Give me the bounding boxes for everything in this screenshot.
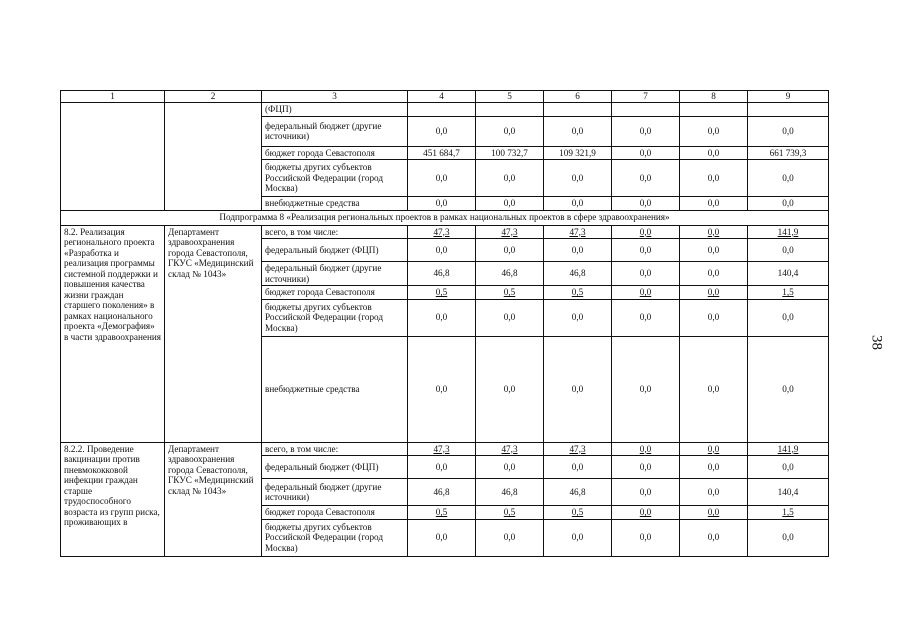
value-cell [612,160,680,197]
value-text: 0,0 [435,125,448,136]
value-cell [612,286,680,300]
value-text: 0,0 [571,125,584,136]
value-cell [476,103,544,117]
value-text: 0,0 [503,312,516,323]
funding-source-label: (ФЦП) [262,103,408,117]
value-text: 0,0 [707,147,720,158]
value-cell [612,506,680,520]
value-cell [544,103,612,117]
value-text: 0,0 [639,147,652,158]
value-text: 0,0 [782,244,794,255]
value-cell [612,336,680,442]
value-text: 0,0 [435,383,448,394]
funding-row [61,442,829,456]
funding-source-label: бюджет города Севастополя [262,286,408,300]
value-text: 0,0 [707,486,720,497]
value-text: 0,0 [782,312,794,323]
value-cell [408,197,476,211]
value-text: 0,0 [503,461,516,472]
value-text: 0,0 [707,125,720,136]
value-text: 47,3 [433,226,450,237]
value-cell [408,299,476,336]
value-text: 0,0 [707,312,720,323]
value-text: 0,0 [782,198,794,208]
funding-source-label: внебюджетные средства [262,336,408,442]
value-cell [544,160,612,197]
value-text: 109 321,9 [559,147,596,158]
value-cell [408,116,476,146]
value-text: 0,0 [639,312,652,323]
header-cell: 9 [748,91,829,103]
funding-source-label: федеральный бюджет (другие источники) [262,116,408,146]
value-text: 0,5 [571,287,584,297]
value-text: 0,0 [571,383,584,394]
budget-table [60,90,829,557]
value-cell [476,456,544,479]
value-text: 0,0 [782,532,794,543]
value-cell [748,286,829,300]
header-cell: 1 [61,91,165,103]
value-text: 0,0 [639,532,652,543]
value-cell [748,442,829,456]
value-cell [612,225,680,239]
value-text: 0,5 [435,507,448,517]
value-text: 0,0 [707,443,720,454]
value-cell [544,456,612,479]
funding-source-label: федеральный бюджет (другие источники) [262,262,408,286]
value-text: 0,0 [639,268,652,279]
header-cell: 5 [476,91,544,103]
value-cell [748,479,829,506]
value-text: 0,0 [503,198,516,208]
value-cell [408,146,476,160]
value-cell [544,116,612,146]
value-text: 0,0 [782,461,794,472]
value-cell [612,262,680,286]
value-text: 0,5 [503,287,516,297]
funding-source-label: федеральный бюджет (ФЦП) [262,239,408,262]
value-text: 0,0 [782,383,794,394]
value-text: 46,8 [569,268,586,279]
value-text: 0,0 [639,443,652,454]
funding-source-label: федеральный бюджет (другие источники) [262,479,408,506]
subprogram-title: Подпрограмма 8 «Реализация региональных проектов в рамках национальных проектов в сфере здравоохранения» [61,210,829,225]
value-cell [544,336,612,442]
value-cell [544,286,612,300]
value-cell [476,479,544,506]
value-cell [680,479,748,506]
value-cell [680,197,748,211]
value-cell [476,262,544,286]
value-cell [544,146,612,160]
value-cell [476,116,544,146]
value-text: 0,0 [435,198,448,208]
header-cell: 6 [544,91,612,103]
value-cell [680,299,748,336]
value-cell [748,197,829,211]
value-cell [748,299,829,336]
value-text: 100 732,7 [491,147,528,158]
value-cell [476,442,544,456]
value-cell [476,225,544,239]
funding-source-label: бюджет города Севастополя [262,506,408,520]
value-text: 1,5 [782,287,794,297]
value-text: 46,8 [501,268,518,279]
value-text: 47,3 [433,443,450,454]
value-cell [680,336,748,442]
value-text: 0,0 [707,198,720,208]
value-text: 0,0 [639,198,652,208]
value-cell [748,103,829,117]
measure-block [61,225,829,442]
value-text: 0,0 [639,486,652,497]
value-text: 0,0 [571,312,584,323]
value-cell [476,197,544,211]
value-text: 46,8 [501,486,518,497]
value-cell [680,262,748,286]
value-cell [408,160,476,197]
empty-cell [61,103,165,211]
value-text: 140,4 [777,486,799,497]
value-cell [476,286,544,300]
value-cell [680,456,748,479]
value-text: 46,8 [433,268,450,279]
value-cell [408,479,476,506]
column-number-header [61,91,829,103]
value-text: 47,3 [501,443,518,454]
value-text: 141,9 [777,443,799,454]
value-cell [748,116,829,146]
value-cell [544,479,612,506]
continued-rows [61,103,829,211]
funding-source-label: бюджеты других субъектов Российской Федерации (город Москва) [262,519,408,556]
value-cell [612,519,680,556]
value-text: 0,0 [707,172,720,183]
value-text: 46,8 [569,486,586,497]
value-cell [612,146,680,160]
value-text: 0,0 [571,244,584,255]
value-text: 0,0 [435,172,448,183]
value-cell [612,442,680,456]
header-cell: 3 [262,91,408,103]
header-cell: 2 [165,91,262,103]
value-cell [476,160,544,197]
value-cell [680,160,748,197]
value-text: 0,0 [639,244,652,255]
value-cell [408,336,476,442]
value-cell [544,239,612,262]
value-cell [680,225,748,239]
value-cell [544,262,612,286]
value-cell [748,160,829,197]
value-text: 0,0 [707,461,720,472]
value-cell [748,262,829,286]
funding-row [61,103,829,117]
value-text: 0,0 [639,172,652,183]
value-cell [680,506,748,520]
value-cell [544,225,612,239]
value-text: 0,0 [707,532,720,543]
value-text: 661 739,3 [769,147,807,158]
value-text: 0,0 [707,383,720,394]
value-cell [680,103,748,117]
value-cell [408,519,476,556]
value-cell [612,116,680,146]
funding-source-label: внебюджетные средства [262,197,408,211]
value-text: 0,5 [503,507,516,517]
value-text: 0,0 [707,244,720,255]
measure-name: 8.2.2. Проведение вакцинации против пневмококковой инфекции граждан старше трудоспособного возраста из групп риска, проживающих в [61,442,165,556]
value-cell [748,519,829,556]
value-text: 0,0 [639,507,652,517]
responsible-executor: Департамент здравоохранения города Севастополя, ГКУС «Медицинский склад № 1043» [165,442,262,556]
funding-source-label: бюджеты других субъектов Российской Федерации (город Москва) [262,160,408,197]
value-cell [680,442,748,456]
value-cell [748,239,829,262]
value-text: 0,0 [503,244,516,255]
value-cell [612,456,680,479]
value-text: 0,0 [435,461,448,472]
value-cell [748,506,829,520]
measure-block [61,442,829,556]
value-cell [476,299,544,336]
funding-source-label: всего, в том числе: [262,442,408,456]
value-cell [544,197,612,211]
value-cell [408,456,476,479]
value-cell [408,506,476,520]
value-cell [680,239,748,262]
empty-cell [165,103,262,211]
value-text: 47,3 [569,226,586,237]
value-text: 0,0 [503,172,516,183]
value-cell [748,336,829,442]
value-cell [476,239,544,262]
value-text: 0,0 [435,532,448,543]
value-cell [476,146,544,160]
value-cell [612,103,680,117]
value-cell [408,239,476,262]
value-text: 0,0 [503,383,516,394]
value-text: 0,0 [707,268,720,279]
value-text: 1,5 [782,507,794,517]
value-text: 0,0 [707,287,720,297]
value-cell [476,506,544,520]
value-text: 0,0 [782,125,794,136]
value-cell [612,239,680,262]
value-text: 0,0 [639,125,652,136]
value-text: 0,0 [435,244,448,255]
value-text: 0,0 [782,172,794,183]
value-text: 0,0 [707,226,720,237]
value-cell [544,519,612,556]
value-text: 140,4 [777,268,799,279]
value-text: 451 684,7 [423,147,460,158]
value-cell [408,262,476,286]
value-cell [476,519,544,556]
funding-row [61,225,829,239]
value-text: 0,0 [571,198,584,208]
value-text: 0,0 [571,461,584,472]
value-cell [680,116,748,146]
header-cell: 8 [680,91,748,103]
value-text: 0,5 [435,287,448,297]
value-cell [476,336,544,442]
value-text: 0,0 [435,312,448,323]
funding-source-label: всего, в том числе: [262,225,408,239]
value-text: 0,5 [571,507,584,517]
value-cell [748,146,829,160]
value-cell [408,286,476,300]
funding-source-label: федеральный бюджет (ФЦП) [262,456,408,479]
value-cell [612,197,680,211]
measure-name: 8.2. Реализация регионального проекта «Разработка и реализация программы системной поддержки и повышения качества жизни граждан старшего поколения» в рамках национального проекта «Демография» в части здравоохранения [61,225,165,442]
value-cell [612,299,680,336]
value-cell [680,286,748,300]
page-number: 38 [868,335,885,350]
value-text: 0,0 [503,532,516,543]
value-cell [680,519,748,556]
responsible-executor: Департамент здравоохранения города Севастополя, ГКУС «Медицинский склад № 1043» [165,225,262,442]
value-text: 0,0 [707,507,720,517]
value-cell [408,103,476,117]
funding-source-label: бюджеты других субъектов Российской Федерации (город Москва) [262,299,408,336]
value-cell [544,442,612,456]
header-cell: 4 [408,91,476,103]
value-text: 46,8 [433,486,450,497]
value-cell [748,225,829,239]
value-cell [544,506,612,520]
value-text: 0,0 [639,383,652,394]
value-cell [544,299,612,336]
value-text: 0,0 [639,226,652,237]
value-text: 47,3 [569,443,586,454]
value-text: 0,0 [639,287,652,297]
value-text: 141,9 [777,226,799,237]
value-text: 0,0 [639,461,652,472]
funding-source-label: бюджет города Севастополя [262,146,408,160]
value-text: 0,0 [571,532,584,543]
value-cell [408,225,476,239]
value-text: 47,3 [501,226,518,237]
value-text: 0,0 [571,172,584,183]
header-cell: 7 [612,91,680,103]
value-cell [408,442,476,456]
value-text: 0,0 [503,125,516,136]
value-cell [748,456,829,479]
value-cell [612,479,680,506]
value-cell [680,146,748,160]
subprogram-row [61,210,829,225]
